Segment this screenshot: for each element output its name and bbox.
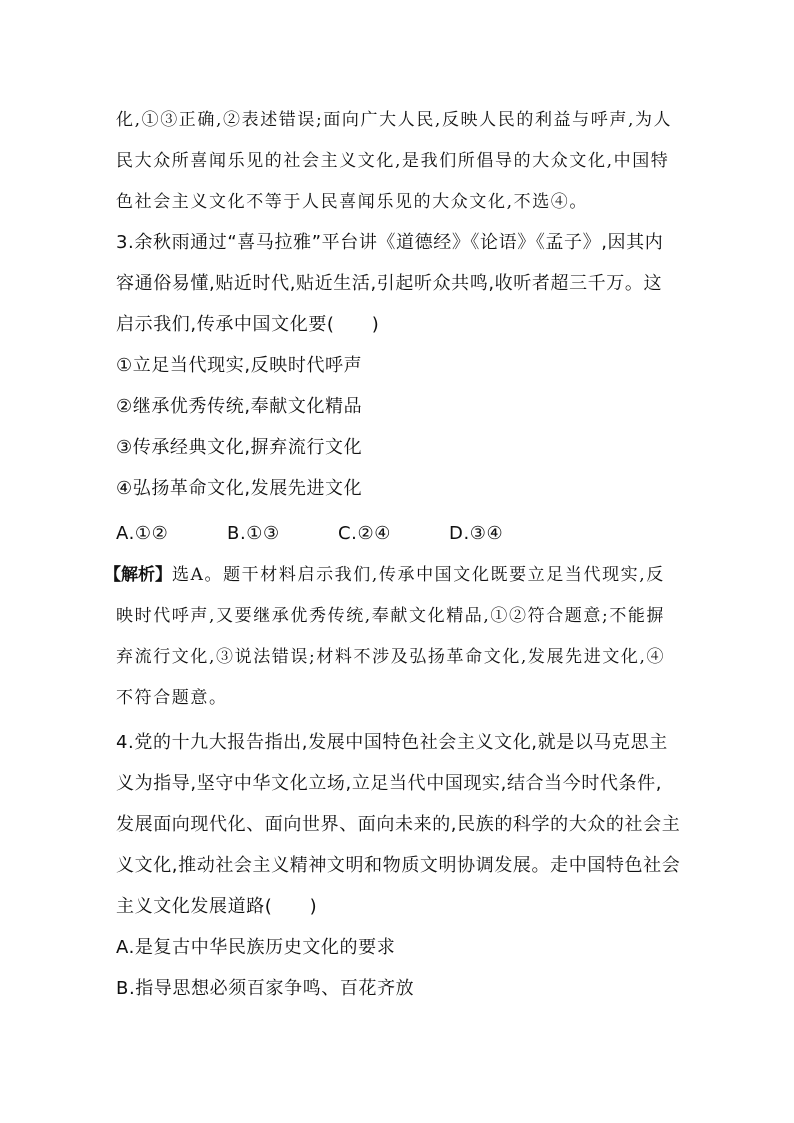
analysis-line: 不符合题意。 (116, 688, 228, 708)
analysis-line: 映时代呼声,又要继承优秀传统,奉献文化精品,①②符合题意;不能摒 (116, 606, 666, 626)
question-4-stem: 4.党的十九大报告指出,发展中国特色社会主义文化,就是以马克思主 (116, 732, 668, 753)
question-4-stem: 义为指导,坚守中华文化立场,立足当代中国现实,结合当今时代条件, (116, 773, 663, 794)
question-4-stem: 发展面向现代化、面向世界、面向未来的,民族的科学的大众的社会主 (116, 814, 681, 835)
statement-4: ④弘扬革命文化,发展先进文化 (116, 478, 363, 499)
option-b: B.指导思想必须百家争鸣、百花齐放 (116, 978, 415, 999)
option-a: A.是复古中华民族历史文化的要求 (116, 937, 396, 958)
analysis-prev-line: 民大众所喜闻乐见的社会主义文化,是我们所倡导的大众文化,中国特 (116, 151, 670, 171)
statement-2: ②继承优秀传统,奉献文化精品 (116, 396, 363, 417)
option-b: B.①③ (227, 523, 280, 544)
question-3-stem: 3.余秋雨通过“喜马拉雅”平台讲《道德经》《论语》《孟子》,因其内 (116, 232, 664, 253)
analysis-line: 弃流行文化,③说法错误;材料不涉及弘扬革命文化,发展先进文化,④ (116, 647, 666, 667)
question-4-stem: 义文化,推动社会主义精神文明和物质文明协调发展。走中国特色社会 (116, 855, 681, 876)
question-3-stem: 容通俗易懂,贴近时代,贴近生活,引起听众共鸣,收听者超三千万。这 (116, 273, 663, 294)
question-3-options (116, 523, 716, 545)
question-3-analysis (104, 564, 665, 586)
option-d: D.③④ (449, 523, 504, 544)
analysis-text: 选A。题干材料启示我们,传承中国文化既要立足当代现实,反 (172, 565, 665, 585)
option-a: A.①② (116, 523, 169, 544)
analysis-tag: 【解析】 (104, 565, 172, 585)
option-c: C.②④ (338, 523, 391, 544)
statement-3: ③传承经典文化,摒弃流行文化 (116, 437, 363, 458)
question-4-stem: 主义文化发展道路( ) (116, 896, 318, 917)
statement-1: ①立足当代现实,反映时代呼声 (116, 355, 363, 376)
analysis-prev-line: 化,①③正确,②表述错误;面向广大人民,反映人民的利益与呼声,为人 (116, 110, 673, 130)
analysis-prev-line: 色社会主义文化不等于人民喜闻乐见的大众文化,不选④。 (116, 192, 589, 212)
question-3-stem: 启示我们,传承中国文化要( ) (116, 314, 380, 335)
